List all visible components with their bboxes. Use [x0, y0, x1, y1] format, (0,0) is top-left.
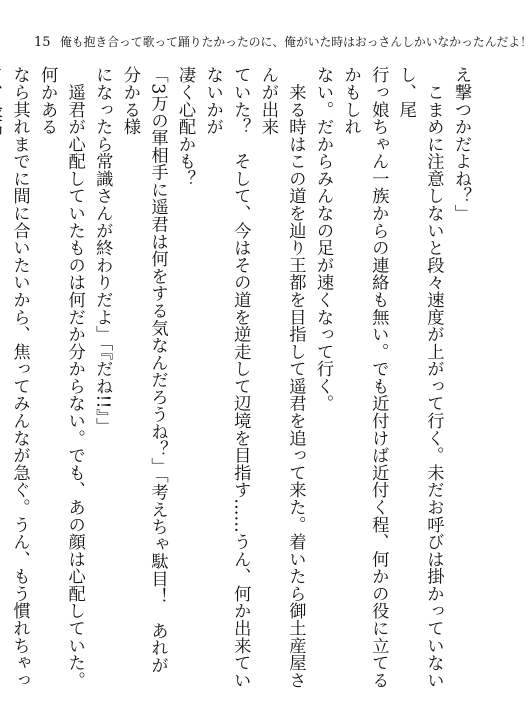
text-line: なら其れまでに間に合いたいから、焦ってみんなが急ぐ。うん、もう慣れちゃっ — [9, 66, 30, 689]
text-line: 凄く心配かも？ — [175, 66, 196, 188]
page-number: 15 — [34, 35, 51, 50]
running-header: 俺も抱き合って歌って踊りたかったのに、俺がいた時はおっさんしかいなかったんだよ！ — [60, 35, 532, 49]
text-line: 「3万の軍相手に遥君は何をする気なんだろうね？」「考えちゃ駄目！ あれが分かる様 — [119, 66, 168, 674]
text-line: え撃つかだよね？」 — [451, 66, 471, 222]
vertical-body-text — [9, 66, 474, 690]
text-line: 遥君が心配していたものは何だか分からない。でも、あの顔は心配していた。何かある — [37, 66, 85, 689]
text-line: になったら常識さんが終わりだよ」「『だね!!』」 — [92, 66, 113, 435]
text-line: ない。だからみんなの足が速くなって行く。 — [313, 66, 334, 412]
text-line: 行っ娘ちゃん一族からの連絡も無い。でも近付けば近付く程、何かの役に立てるかもしれ — [340, 66, 389, 689]
text-line: ていた？ そして、今はその道を逆走して辺境を目指す……うん、何か出来ていないかが — [202, 66, 251, 689]
text-line: こまめに注意しないと段々速度が上がって行く。未だお呼びは掛かっていないし、尾 — [395, 66, 444, 689]
text-line: 来る時はこの道を辿り王都を目指して遥君を追って来た。着いたら御土産屋さんが出来 — [257, 66, 306, 689]
